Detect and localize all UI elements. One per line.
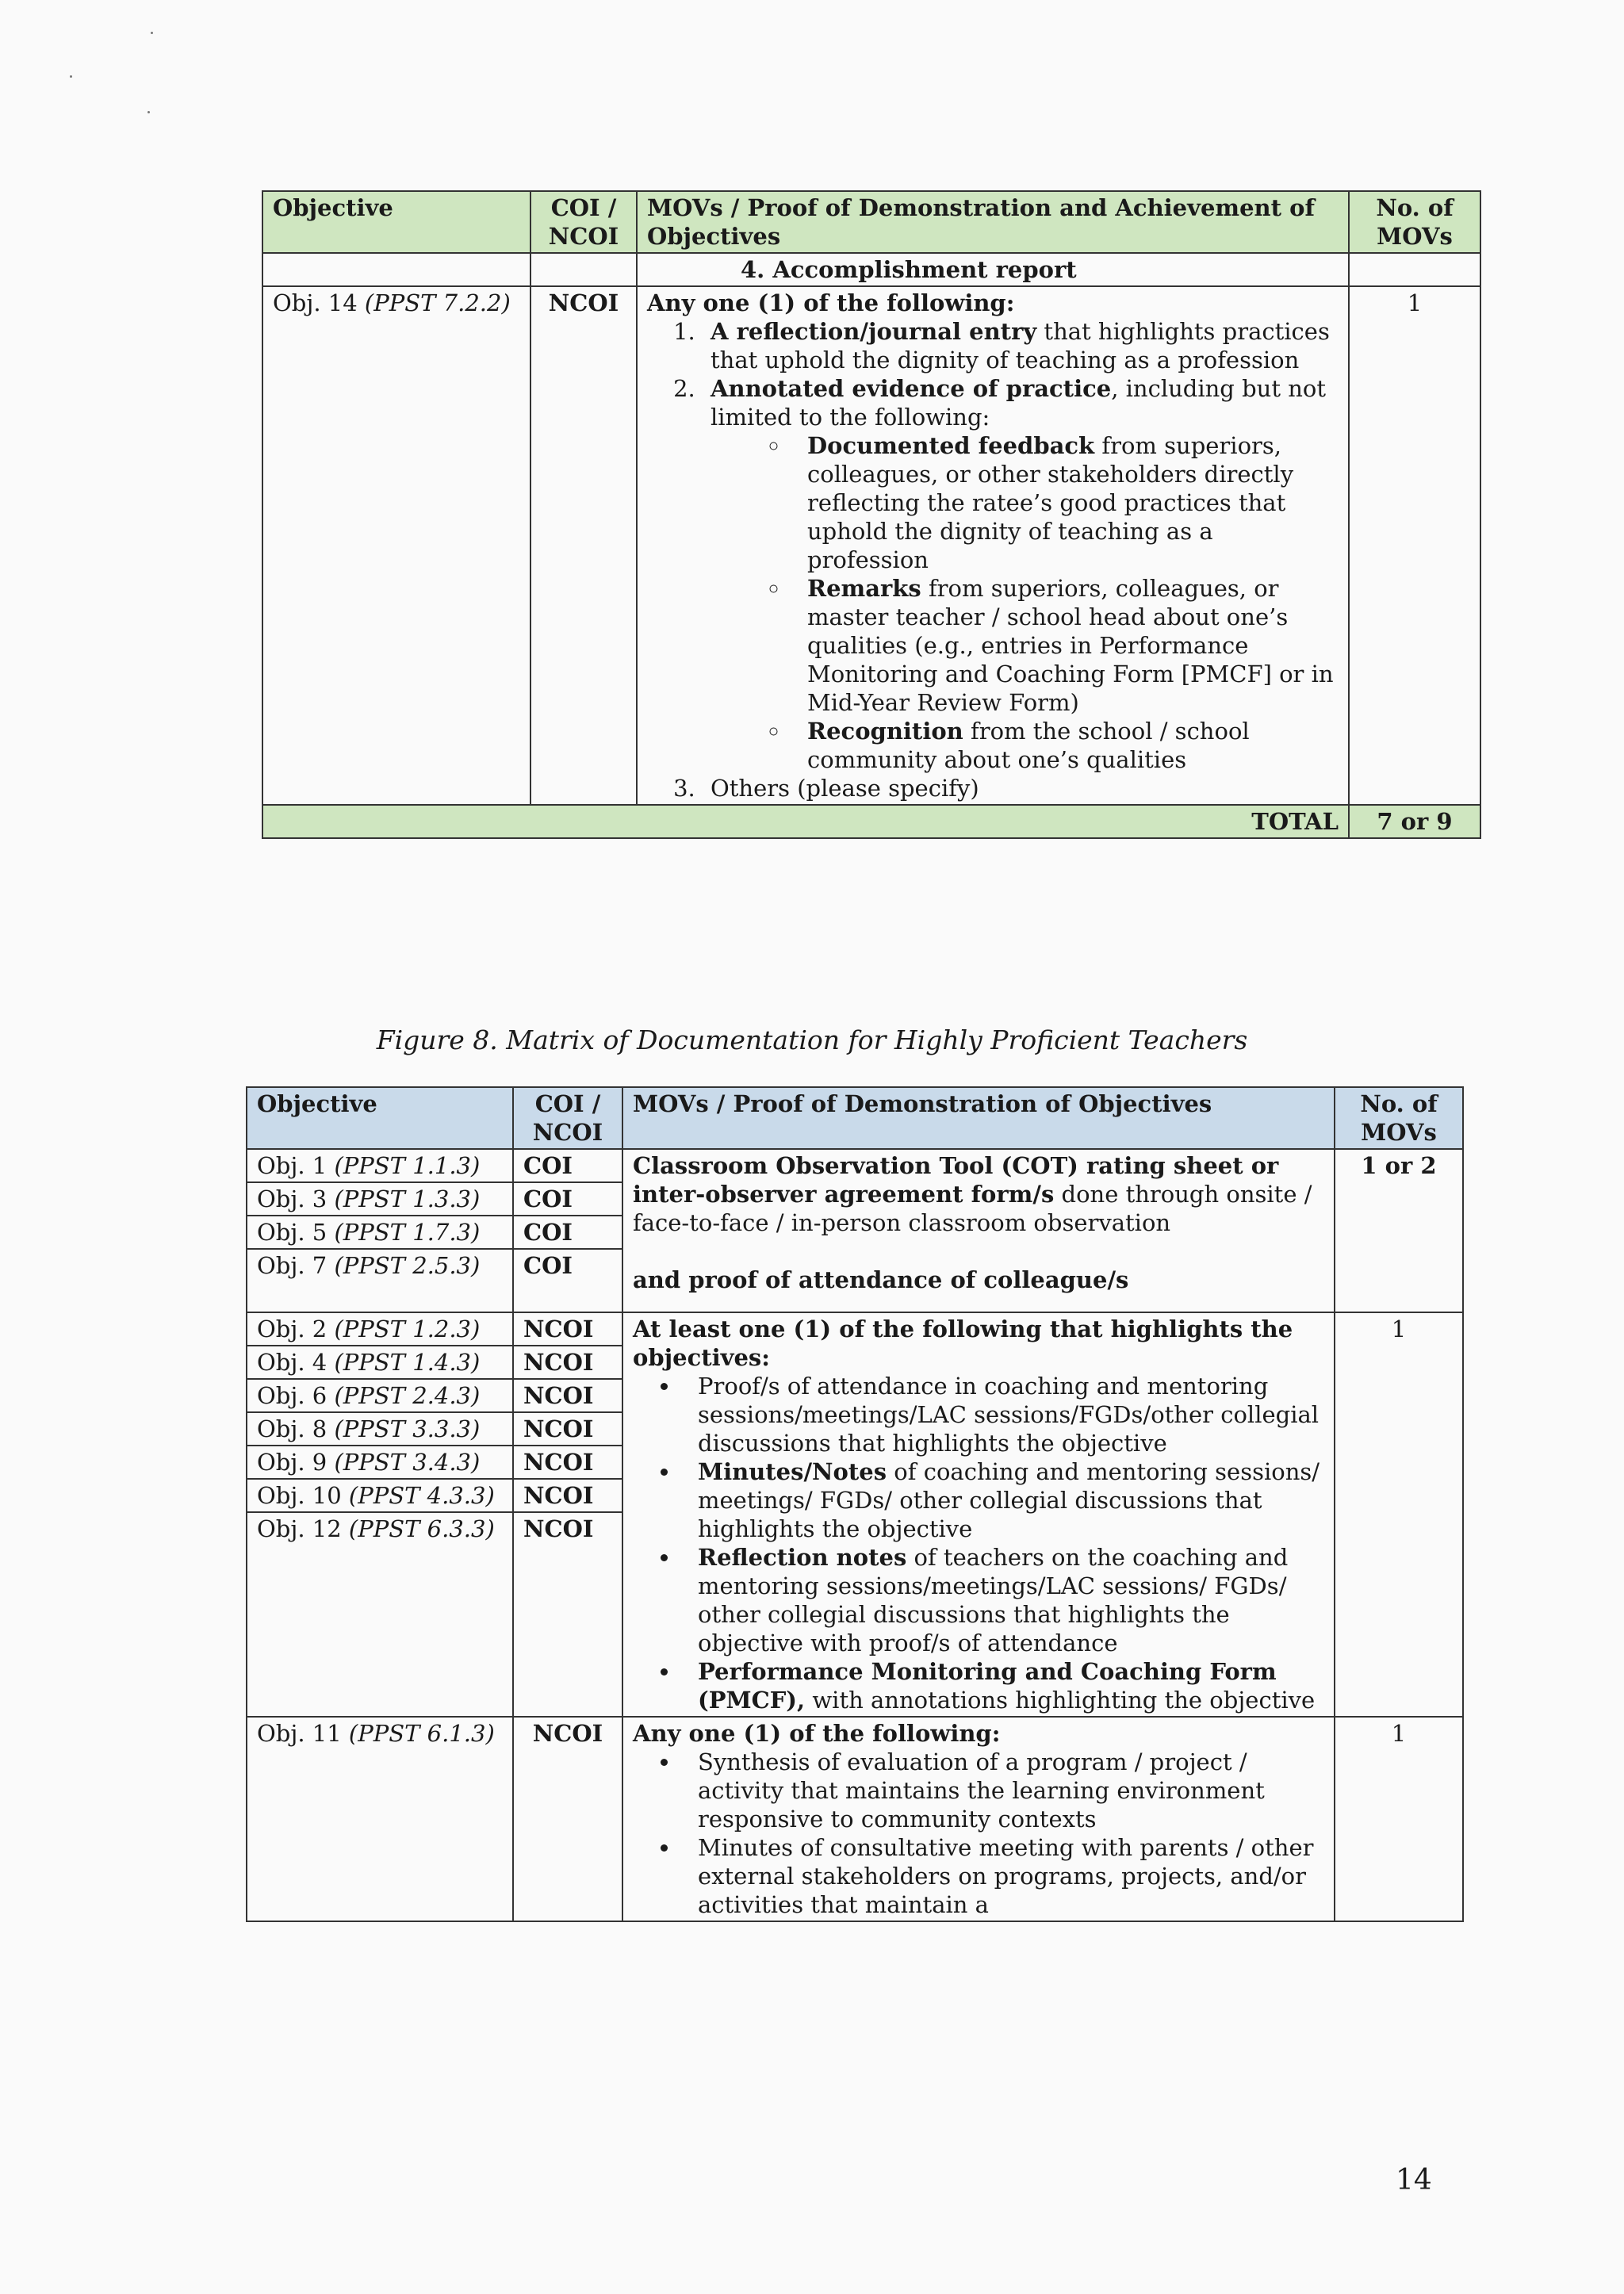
- bullet-item: ◦ Remarks from superiors, colleagues, or master teacher / school head about one’s qualities (e.g., entries in Performance Monitoring and Coaching Form [PMCF] or in Mid-Year Review Form): [790, 574, 1339, 717]
- coi-entry: COI: [514, 1216, 622, 1249]
- list-item: 3. Others (please specify): [703, 774, 1339, 802]
- objective-entry: Obj. 1 (PPST 1.1.3): [247, 1150, 512, 1182]
- figure-caption: Figure 8. Matrix of Documentation for Highly Proficient Teachers: [376, 1024, 1248, 1055]
- coi-list-cell: [513, 1149, 622, 1312]
- list-item: 2. Annotated evidence of practice, including but not limited to the following: ◦ Documented feedback from superiors, colleagues, or other stakeholders directly reflecting the ratee’s good practices that uphold the dignity of teaching as a profession ◦ Remarks from superiors, colleagues, or master teacher / school head about one’s qualities (e.g., entries in Performance Monitoring and Coaching Form [PMCF] or in Mid-Year Review Form) ◦ Recognition from the school / school community about one’s qualities: [703, 374, 1339, 774]
- objective-cell: Obj. 14 (PPST 7.2.2): [262, 286, 530, 805]
- mov-table-highly-proficient: [246, 1086, 1464, 1922]
- movs-cell: Any one (1) of the following: • Synthesis of evaluation of a program / project / activity that maintains the learning environment responsive to community contexts • Minutes of consultative meeting with parents / other external stakeholders on programs, projects, and/or activities that maintain a: [622, 1717, 1335, 1921]
- bullet-item: • Minutes/Notes of coaching and mentoring sessions/ meetings/ FGDs/ other collegial discussions that highlights the objective: [680, 1457, 1324, 1543]
- movs-cell: At least one (1) of the following that highlights the objectives: • Proof/s of attendance in coaching and mentoring sessions/meetings/LAC sessions/FGDs/other collegial discussions that highlights the objective • Minutes/Notes of coaching and mentoring sessions/ meetings/ FGDs/ other collegial discussions that highlights the objective • Reflection notes of teachers on the coaching and mentoring sessions/meetings/LAC sessions/ FGDs/ other collegial discussions that highlights the objective with proof/s of attendance • Performance Monitoring and Coaching Form (PMCF), with annotations highlighting the objective: [622, 1312, 1335, 1717]
- objective-entry: Obj. 4 (PPST 1.4.3): [247, 1346, 512, 1379]
- continuation-item: 4. Accomplishment report: [637, 253, 1349, 286]
- table-row: [262, 253, 1480, 286]
- coi-entry: NCOI: [514, 1446, 622, 1479]
- objective-entry: Obj. 8 (PPST 3.3.3): [247, 1412, 512, 1446]
- total-row: [262, 805, 1480, 838]
- coi-entry: NCOI: [514, 1346, 622, 1379]
- table-row: [247, 1717, 1463, 1921]
- coi-entry: NCOI: [514, 1379, 622, 1412]
- coi-list-cell: [513, 1312, 622, 1717]
- objective-entry: Obj. 2 (PPST 1.2.3): [247, 1313, 512, 1346]
- header-movs: MOVs / Proof of Demonstration and Achievement of Objectives: [637, 191, 1349, 253]
- coi-entry: NCOI: [514, 1479, 622, 1512]
- objective-entry: Obj. 5 (PPST 1.7.3): [247, 1216, 512, 1249]
- coi-entry: COI: [514, 1150, 622, 1182]
- count-cell: 1: [1335, 1312, 1463, 1717]
- movs-cell: Classroom Observation Tool (COT) rating sheet or inter-observer agreement form/s done through onsite / face-to-face / in-person classroom observation and proof of attendance of colleague/s: [622, 1149, 1335, 1312]
- objective-entry: Obj. 9 (PPST 3.4.3): [247, 1446, 512, 1479]
- coi-entry: NCOI: [523, 1515, 594, 1542]
- header-count: No. of MOVs: [1335, 1087, 1463, 1149]
- objective-entry: Obj. 12 (PPST 6.3.3): [257, 1515, 495, 1542]
- count-cell: 1: [1335, 1717, 1463, 1921]
- table-row: [262, 286, 1480, 805]
- bullet-item: • Performance Monitoring and Coaching Form (PMCF), with annotations highlighting the objective: [680, 1657, 1324, 1714]
- scan-speck: [151, 32, 153, 34]
- coi-cell: NCOI: [530, 286, 637, 805]
- header-coi: COI / NCOI: [530, 191, 637, 253]
- list-item: 1. A reflection/journal entry that highlights practices that uphold the dignity of teaching as a profession: [703, 317, 1339, 374]
- objective-list-cell: [247, 1149, 513, 1312]
- count-cell: 1: [1349, 286, 1480, 805]
- header-objective: Objective: [262, 191, 530, 253]
- coi-entry: NCOI: [514, 1412, 622, 1446]
- bullet-item: • Reflection notes of teachers on the coaching and mentoring sessions/meetings/LAC sessions/ FGDs/ other collegial discussions that highlights the objective with proof/s of attendance: [680, 1543, 1324, 1657]
- bullet-item: • Proof/s of attendance in coaching and mentoring sessions/meetings/LAC sessions/FGDs/other collegial discussions that highlights the objective: [680, 1372, 1324, 1457]
- movs-cell: Any one (1) of the following: 1. A reflection/journal entry that highlights practices that uphold the dignity of teaching as a profession 2. Annotated evidence of practice, including but not limited to the following: ◦ Documented feedback from superiors, colleagues, or other stakeholders directly reflecting the ratee’s good practices that uphold the dignity of teaching as a profession ◦ Remarks from superiors, colleagues, or master teacher / school head about one’s qualities (e.g., entries in Performance Monitoring and Coaching Form [PMCF] or in Mid-Year Review Form) ◦ Recognition from the school / school community about one’s qualities 3. Others (please specify): [637, 286, 1349, 805]
- table-row: [247, 1149, 1463, 1312]
- objective-entry: Obj. 10 (PPST 4.3.3): [247, 1479, 512, 1512]
- objective-entry: Obj. 3 (PPST 1.3.3): [247, 1182, 512, 1216]
- scan-speck: [70, 75, 72, 78]
- coi-cell: NCOI: [513, 1717, 622, 1921]
- header-count: No. of MOVs: [1349, 191, 1480, 253]
- header-movs: MOVs / Proof of Demonstration of Objectives: [622, 1087, 1335, 1149]
- bullet-item: • Synthesis of evaluation of a program / project / activity that maintains the learning environment responsive to community contexts: [680, 1748, 1324, 1833]
- bullet-item: ◦ Recognition from the school / school community about one’s qualities: [790, 717, 1339, 774]
- total-value: 7 or 9: [1349, 805, 1480, 838]
- table-header-row: [262, 191, 1480, 253]
- objective-list-cell: [247, 1312, 513, 1717]
- coi-entry: COI: [514, 1182, 622, 1216]
- page-number: 14: [1396, 2164, 1432, 2196]
- table-row: [247, 1312, 1463, 1717]
- bullet-item: ◦ Documented feedback from superiors, colleagues, or other stakeholders directly reflecting the ratee’s good practices that uphold the dignity of teaching as a profession: [790, 431, 1339, 574]
- scan-speck: [147, 111, 150, 113]
- total-label: TOTAL: [262, 805, 1349, 838]
- coi-entry: NCOI: [514, 1313, 622, 1346]
- header-coi: COI / NCOI: [513, 1087, 622, 1149]
- objective-entry: Obj. 6 (PPST 2.4.3): [247, 1379, 512, 1412]
- coi-entry: COI: [523, 1252, 573, 1279]
- header-objective: Objective: [247, 1087, 513, 1149]
- table-header-row: [247, 1087, 1463, 1149]
- bullet-item: • Minutes of consultative meeting with parents / other external stakeholders on programs, projects, and/or activities that maintain a: [680, 1833, 1324, 1919]
- mov-table-proficient-continued: [262, 190, 1481, 839]
- count-cell: 1 or 2: [1335, 1149, 1463, 1312]
- objective-cell: Obj. 11 (PPST 6.1.3): [247, 1717, 513, 1921]
- objective-entry: Obj. 7 (PPST 2.5.3): [257, 1252, 481, 1279]
